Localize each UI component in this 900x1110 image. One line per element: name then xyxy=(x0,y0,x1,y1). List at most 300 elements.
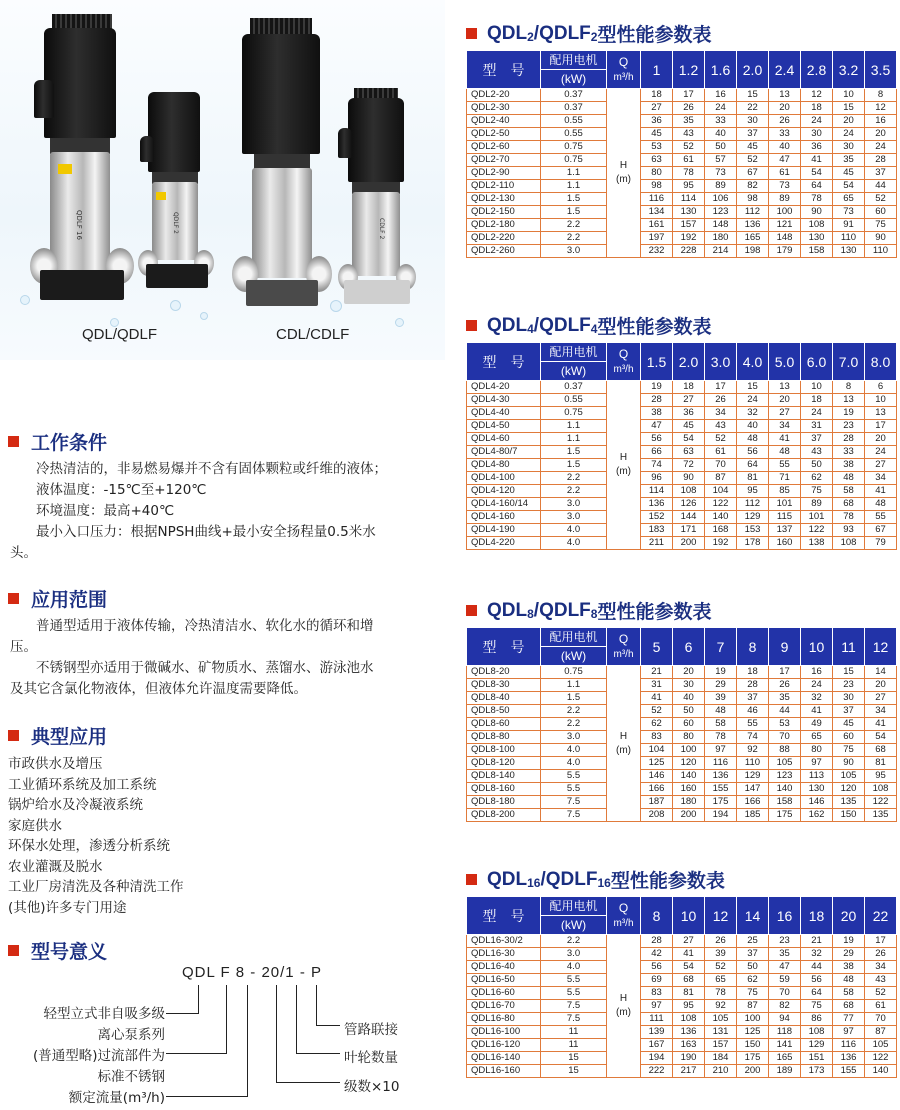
head-value-cell: 53 xyxy=(769,718,801,731)
head-value-cell: 8 xyxy=(833,381,865,394)
head-value-cell: 16 xyxy=(801,666,833,679)
head-value-cell: 6 xyxy=(865,381,897,394)
head-value-cell: 22 xyxy=(737,102,769,115)
head-value-cell: 41 xyxy=(673,948,705,961)
section-title-typical xyxy=(8,722,107,749)
head-value-cell: 50 xyxy=(673,705,705,718)
head-value-cell: 29 xyxy=(833,948,865,961)
head-value-cell: 30 xyxy=(833,141,865,154)
table-row xyxy=(467,141,897,154)
head-value-cell: 125 xyxy=(737,1026,769,1039)
head-value-cell: 37 xyxy=(865,167,897,180)
head-label-cell xyxy=(607,89,641,258)
head-value-cell: 217 xyxy=(673,1065,705,1078)
head-value-cell: 24 xyxy=(865,141,897,154)
title-subscript: 4 xyxy=(590,321,598,336)
head-value-cell: 157 xyxy=(673,219,705,232)
head-value-cell: 12 xyxy=(801,89,833,102)
head-value-cell: 58 xyxy=(833,987,865,1000)
header-model: 型 号 xyxy=(467,628,541,666)
head-value-cell: 122 xyxy=(865,796,897,809)
head-label-cell xyxy=(607,666,641,822)
table-title xyxy=(466,866,725,893)
head-value-cell: 165 xyxy=(769,1052,801,1065)
head-value-cell: 56 xyxy=(737,446,769,459)
flow-value: 1.5 xyxy=(641,343,673,381)
head-value-cell: 171 xyxy=(673,524,705,537)
typical-item: 工业循环系统及加工系统 xyxy=(8,776,157,793)
table-row xyxy=(467,115,897,128)
head-value-cell: 108 xyxy=(833,537,865,550)
head-value-cell: 43 xyxy=(705,420,737,433)
meaning-line: 轻型立式非自吸多级 xyxy=(43,1006,165,1022)
head-value-cell: 168 xyxy=(705,524,737,537)
head-value-cell: 75 xyxy=(737,987,769,1000)
head-value-cell: 136 xyxy=(705,770,737,783)
head-value-cell: 48 xyxy=(833,472,865,485)
model-cell: QDL4-50 xyxy=(467,420,541,433)
head-value-cell: 36 xyxy=(801,141,833,154)
head-value-cell: 56 xyxy=(641,961,673,974)
header-h: H xyxy=(619,730,628,742)
title-part: /QDLF xyxy=(533,314,591,336)
power-cell: 5.5 xyxy=(541,783,607,796)
header-q: Q xyxy=(618,54,629,69)
model-cell: QDL8-40 xyxy=(467,692,541,705)
model-cell: QDL8-160 xyxy=(467,783,541,796)
header-q-unit: m³/h xyxy=(613,71,634,83)
head-value-cell: 95 xyxy=(865,770,897,783)
head-value-cell: 183 xyxy=(641,524,673,537)
head-value-cell: 140 xyxy=(769,783,801,796)
head-value-cell: 90 xyxy=(801,206,833,219)
head-value-cell: 53 xyxy=(641,141,673,154)
head-value-cell: 130 xyxy=(801,783,833,796)
head-value-cell: 52 xyxy=(705,433,737,446)
head-value-cell: 50 xyxy=(705,141,737,154)
table-row xyxy=(467,381,897,394)
head-value-cell: 24 xyxy=(705,102,737,115)
model-cell: QDL2-220 xyxy=(467,232,541,245)
meaning-line: 离心泵系列 xyxy=(97,1027,165,1043)
model-cell: QDL8-120 xyxy=(467,757,541,770)
head-value-cell: 47 xyxy=(769,154,801,167)
head-value-cell: 45 xyxy=(641,128,673,141)
head-value-cell: 34 xyxy=(769,420,801,433)
red-square-bullet xyxy=(8,945,19,956)
head-value-cell: 27 xyxy=(673,394,705,407)
head-value-cell: 15 xyxy=(833,102,865,115)
head-value-cell: 105 xyxy=(705,1013,737,1026)
header-h: H xyxy=(619,160,628,171)
head-value-cell: 26 xyxy=(769,679,801,692)
typical-item: 锅炉给水及冷凝液系统 xyxy=(8,797,143,813)
head-value-cell: 184 xyxy=(705,1052,737,1065)
conditions-line: 环境温度：最高+40℃ xyxy=(36,503,175,519)
head-value-cell: 158 xyxy=(801,245,833,258)
table-row xyxy=(467,511,897,524)
model-cell: QDL2-180 xyxy=(467,219,541,232)
head-value-cell: 40 xyxy=(737,420,769,433)
model-cell: QDL16-30/2 xyxy=(467,935,541,948)
head-value-cell: 39 xyxy=(705,692,737,705)
head-value-cell: 68 xyxy=(673,974,705,987)
head-value-cell: 166 xyxy=(641,783,673,796)
head-value-cell: 26 xyxy=(705,935,737,948)
red-square-bullet xyxy=(466,320,477,331)
table-row xyxy=(467,770,897,783)
table-row xyxy=(467,537,897,550)
head-value-cell: 105 xyxy=(865,1039,897,1052)
head-value-cell: 63 xyxy=(641,154,673,167)
head-value-cell: 41 xyxy=(801,154,833,167)
model-cell: QDL4-160 xyxy=(467,511,541,524)
header-model: 型 号 xyxy=(467,897,541,935)
head-value-cell: 157 xyxy=(705,1039,737,1052)
head-value-cell: 73 xyxy=(769,180,801,193)
model-cell: QDL2-130 xyxy=(467,193,541,206)
head-value-cell: 61 xyxy=(865,1000,897,1013)
head-value-cell: 15 xyxy=(737,381,769,394)
head-value-cell: 75 xyxy=(801,1000,833,1013)
head-value-cell: 137 xyxy=(769,524,801,537)
head-value-cell: 140 xyxy=(865,1065,897,1078)
head-value-cell: 162 xyxy=(801,809,833,822)
head-value-cell: 44 xyxy=(865,180,897,193)
head-value-cell: 17 xyxy=(865,935,897,948)
head-value-cell: 17 xyxy=(705,381,737,394)
head-value-cell: 90 xyxy=(865,232,897,245)
header-q-unit: m³/h xyxy=(613,648,634,660)
head-value-cell: 19 xyxy=(833,935,865,948)
head-value-cell: 13 xyxy=(769,89,801,102)
head-value-cell: 197 xyxy=(641,232,673,245)
head-value-cell: 18 xyxy=(673,381,705,394)
head-value-cell: 130 xyxy=(673,206,705,219)
head-value-cell: 65 xyxy=(801,731,833,744)
head-value-cell: 41 xyxy=(641,692,673,705)
model-cell: QDL4-40 xyxy=(467,407,541,420)
section-title-conditions xyxy=(8,428,107,455)
head-value-cell: 140 xyxy=(673,770,705,783)
head-value-cell: 32 xyxy=(801,692,833,705)
header-flow xyxy=(607,343,641,381)
model-cell: QDL4-20 xyxy=(467,381,541,394)
head-value-cell: 82 xyxy=(769,1000,801,1013)
head-value-cell: 48 xyxy=(769,446,801,459)
head-value-cell: 136 xyxy=(737,219,769,232)
head-value-cell: 13 xyxy=(833,394,865,407)
head-value-cell: 113 xyxy=(801,770,833,783)
power-cell: 11 xyxy=(541,1039,607,1052)
head-value-cell: 110 xyxy=(737,757,769,770)
title-subscript: 2 xyxy=(527,29,534,44)
header-h-unit: (m) xyxy=(616,744,631,756)
head-value-cell: 75 xyxy=(865,219,897,232)
head-value-cell: 31 xyxy=(641,679,673,692)
head-value-cell: 228 xyxy=(673,245,705,258)
head-value-cell: 62 xyxy=(737,974,769,987)
head-value-cell: 30 xyxy=(833,692,865,705)
head-value-cell: 160 xyxy=(769,537,801,550)
head-value-cell: 138 xyxy=(801,537,833,550)
table-row xyxy=(467,935,897,948)
conditions-text xyxy=(10,459,440,564)
head-value-cell: 110 xyxy=(833,232,865,245)
head-value-cell: 75 xyxy=(801,485,833,498)
head-value-cell: 175 xyxy=(737,1052,769,1065)
head-value-cell: 44 xyxy=(801,961,833,974)
table-row xyxy=(467,472,897,485)
head-value-cell: 160 xyxy=(673,783,705,796)
head-value-cell: 20 xyxy=(673,666,705,679)
head-value-cell: 136 xyxy=(833,1052,865,1065)
flow-value: 5.0 xyxy=(769,343,801,381)
head-value-cell: 72 xyxy=(673,459,705,472)
head-value-cell: 83 xyxy=(641,987,673,1000)
bubble-decoration xyxy=(200,312,208,320)
head-value-cell: 146 xyxy=(641,770,673,783)
head-value-cell: 52 xyxy=(737,154,769,167)
model-cell: QDL8-60 xyxy=(467,718,541,731)
head-value-cell: 56 xyxy=(641,433,673,446)
flow-value: 1 xyxy=(641,51,673,89)
head-value-cell: 179 xyxy=(769,245,801,258)
table-row xyxy=(467,961,897,974)
head-value-cell: 80 xyxy=(641,167,673,180)
table-row xyxy=(467,1026,897,1039)
head-value-cell: 155 xyxy=(705,783,737,796)
head-value-cell: 24 xyxy=(801,679,833,692)
head-value-cell: 17 xyxy=(865,420,897,433)
head-value-cell: 144 xyxy=(673,511,705,524)
table-row xyxy=(467,498,897,511)
flow-value: 3.0 xyxy=(705,343,737,381)
head-value-cell: 60 xyxy=(673,718,705,731)
table-row xyxy=(467,407,897,420)
head-value-cell: 129 xyxy=(737,511,769,524)
flow-value: 2.4 xyxy=(769,51,801,89)
head-value-cell: 166 xyxy=(737,796,769,809)
table-row xyxy=(467,167,897,180)
head-value-cell: 40 xyxy=(673,692,705,705)
pump-cdlf-small-image xyxy=(338,88,418,310)
power-cell: 3.0 xyxy=(541,511,607,524)
red-square-bullet xyxy=(466,874,477,885)
head-value-cell: 24 xyxy=(833,128,865,141)
head-value-cell: 35 xyxy=(673,115,705,128)
model-cell: QDL8-80 xyxy=(467,731,541,744)
pump-qdlf16-image xyxy=(30,14,135,304)
head-value-cell: 45 xyxy=(833,167,865,180)
head-value-cell: 108 xyxy=(865,783,897,796)
head-value-cell: 120 xyxy=(673,757,705,770)
head-value-cell: 43 xyxy=(865,974,897,987)
head-value-cell: 28 xyxy=(737,679,769,692)
header-h: H xyxy=(619,993,628,1004)
section-title-text: 应用范围 xyxy=(31,589,108,611)
head-value-cell: 54 xyxy=(673,433,705,446)
head-value-cell: 97 xyxy=(833,1026,865,1039)
conditions-line: 冷热清洁的，非易燃易爆并不含有固体颗粒或纤维的液体； xyxy=(36,461,387,477)
head-value-cell: 23 xyxy=(833,420,865,433)
model-cell: QDL16-160 xyxy=(467,1065,541,1078)
typical-item: 家庭供水 xyxy=(8,817,62,834)
head-value-cell: 74 xyxy=(641,459,673,472)
head-value-cell: 198 xyxy=(737,245,769,258)
power-cell: 0.37 xyxy=(541,381,607,394)
head-label-cell xyxy=(607,381,641,550)
head-value-cell: 37 xyxy=(801,433,833,446)
power-cell: 1.1 xyxy=(541,180,607,193)
head-value-cell: 37 xyxy=(737,948,769,961)
head-value-cell: 10 xyxy=(801,381,833,394)
table-row xyxy=(467,245,897,258)
head-value-cell: 23 xyxy=(833,679,865,692)
head-value-cell: 81 xyxy=(673,987,705,1000)
title-part: /QDLF xyxy=(533,599,591,621)
pump-cdlf-large-image xyxy=(232,18,332,310)
model-cell: QDL2-150 xyxy=(467,206,541,219)
meaning-stage-count: 级数×10 xyxy=(344,1079,400,1095)
head-value-cell: 123 xyxy=(769,770,801,783)
head-value-cell: 140 xyxy=(705,511,737,524)
head-value-cell: 56 xyxy=(801,974,833,987)
head-value-cell: 165 xyxy=(737,232,769,245)
head-value-cell: 130 xyxy=(801,232,833,245)
flow-value: 22 xyxy=(865,897,897,935)
section-title-scope xyxy=(8,585,107,612)
header-kw: (kW) xyxy=(541,362,607,381)
head-value-cell: 15 xyxy=(833,666,865,679)
power-cell: 0.75 xyxy=(541,666,607,679)
head-value-cell: 80 xyxy=(801,744,833,757)
power-cell: 2.2 xyxy=(541,705,607,718)
flow-value: 3.2 xyxy=(833,51,865,89)
head-value-cell: 50 xyxy=(801,459,833,472)
flow-value: 9 xyxy=(769,628,801,666)
head-value-cell: 30 xyxy=(737,115,769,128)
head-value-cell: 86 xyxy=(801,1013,833,1026)
head-value-cell: 52 xyxy=(865,987,897,1000)
scope-text xyxy=(10,616,440,700)
head-value-cell: 66 xyxy=(641,446,673,459)
header-flow xyxy=(607,897,641,935)
head-value-cell: 58 xyxy=(705,718,737,731)
head-value-cell: 43 xyxy=(801,446,833,459)
model-cell: QDL8-50 xyxy=(467,705,541,718)
head-value-cell: 232 xyxy=(641,245,673,258)
model-cell: QDL8-30 xyxy=(467,679,541,692)
head-value-cell: 62 xyxy=(641,718,673,731)
model-cell: QDL4-190 xyxy=(467,524,541,537)
model-cell: QDL16-80 xyxy=(467,1013,541,1026)
conditions-line: 液体温度：-15℃至+120℃ xyxy=(36,482,207,498)
flow-value: 18 xyxy=(801,897,833,935)
head-value-cell: 10 xyxy=(865,394,897,407)
head-value-cell: 190 xyxy=(673,1052,705,1065)
head-value-cell: 17 xyxy=(673,89,705,102)
head-value-cell: 98 xyxy=(641,180,673,193)
pump-plate-text: QDLF 16 xyxy=(75,210,83,240)
head-value-cell: 222 xyxy=(641,1065,673,1078)
head-value-cell: 74 xyxy=(737,731,769,744)
head-value-cell: 38 xyxy=(641,407,673,420)
header-motor: 配用电机 xyxy=(541,51,607,70)
head-value-cell: 27 xyxy=(769,407,801,420)
section-title-text: 典型应用 xyxy=(31,726,108,748)
power-cell: 3.0 xyxy=(541,498,607,511)
power-cell: 7.5 xyxy=(541,1000,607,1013)
power-cell: 15 xyxy=(541,1065,607,1078)
red-square-bullet xyxy=(466,28,477,39)
head-value-cell: 26 xyxy=(865,948,897,961)
head-value-cell: 152 xyxy=(641,511,673,524)
head-value-cell: 153 xyxy=(737,524,769,537)
head-value-cell: 97 xyxy=(801,757,833,770)
head-value-cell: 105 xyxy=(769,757,801,770)
table-title xyxy=(466,597,712,624)
model-cell: QDL16-40 xyxy=(467,961,541,974)
head-value-cell: 52 xyxy=(641,705,673,718)
model-cell: QDL8-180 xyxy=(467,796,541,809)
head-value-cell: 59 xyxy=(769,974,801,987)
head-value-cell: 136 xyxy=(673,1026,705,1039)
head-value-cell: 61 xyxy=(705,446,737,459)
head-value-cell: 20 xyxy=(865,433,897,446)
head-value-cell: 37 xyxy=(737,128,769,141)
head-value-cell: 104 xyxy=(705,485,737,498)
head-value-cell: 82 xyxy=(737,180,769,193)
flow-value: 10 xyxy=(801,628,833,666)
head-value-cell: 32 xyxy=(801,948,833,961)
table-row xyxy=(467,394,897,407)
head-value-cell: 20 xyxy=(865,679,897,692)
flow-value: 6 xyxy=(673,628,705,666)
model-cell: QDL16-100 xyxy=(467,1026,541,1039)
head-value-cell: 112 xyxy=(737,206,769,219)
flow-value: 6.0 xyxy=(801,343,833,381)
header-flow xyxy=(607,628,641,666)
head-value-cell: 187 xyxy=(641,796,673,809)
head-value-cell: 68 xyxy=(865,744,897,757)
head-value-cell: 62 xyxy=(801,472,833,485)
head-value-cell: 89 xyxy=(705,180,737,193)
head-value-cell: 214 xyxy=(705,245,737,258)
power-cell: 0.55 xyxy=(541,394,607,407)
scope-line: 压。 xyxy=(10,639,37,655)
table-row xyxy=(467,232,897,245)
power-cell: 0.37 xyxy=(541,89,607,102)
head-value-cell: 61 xyxy=(769,167,801,180)
flow-value: 5 xyxy=(641,628,673,666)
head-value-cell: 18 xyxy=(641,89,673,102)
head-value-cell: 28 xyxy=(641,935,673,948)
head-value-cell: 27 xyxy=(865,692,897,705)
table-row xyxy=(467,193,897,206)
head-value-cell: 111 xyxy=(641,1013,673,1026)
conditions-line: 头。 xyxy=(10,545,37,561)
model-cell: QDL2-50 xyxy=(467,128,541,141)
model-cell: QDL2-90 xyxy=(467,167,541,180)
flow-value: 7 xyxy=(705,628,737,666)
head-value-cell: 35 xyxy=(769,692,801,705)
head-value-cell: 78 xyxy=(705,731,737,744)
head-value-cell: 21 xyxy=(641,666,673,679)
head-value-cell: 192 xyxy=(705,537,737,550)
power-cell: 0.37 xyxy=(541,102,607,115)
head-value-cell: 178 xyxy=(737,537,769,550)
